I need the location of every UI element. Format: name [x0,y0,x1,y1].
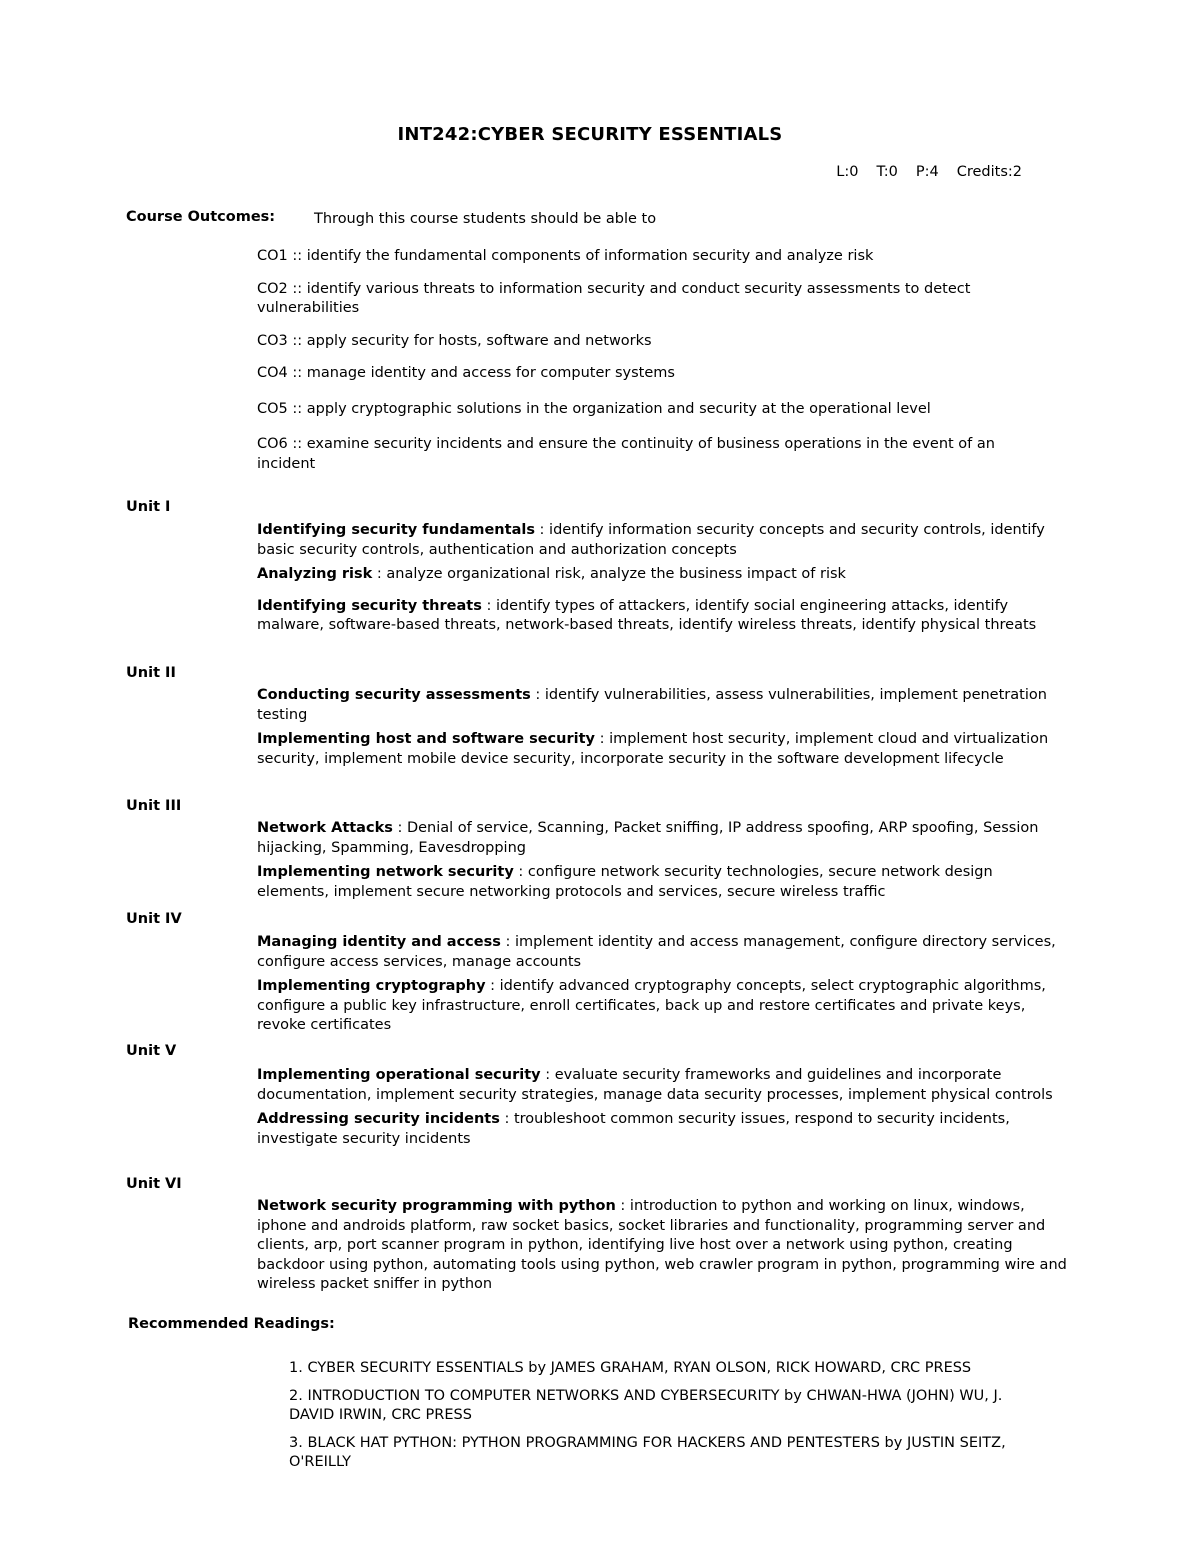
unit-topic [257,686,1067,725]
course-outcomes-intro: Through this course students should be able to [314,211,657,227]
unit-topic [257,933,1067,972]
reading-item: 3. BLACK HAT PYTHON: PYTHON PROGRAMMING FOR HACKERS AND PENTESTERS by JUSTIN SEITZ, O'REILLY [289,1434,1006,1470]
lecture-hours: L:0 [836,164,859,180]
topic-title: Implementing network security [257,864,514,880]
topic-title: Addressing security incidents [257,1111,500,1127]
unit-topic [257,1110,1067,1149]
unit-body [257,1066,1067,1154]
topic-text: : implement identity and access management, configure directory services, configure access services, manage accounts [257,934,1056,970]
topic-title: Managing identity and access [257,934,501,950]
topic-title: Network Attacks [257,820,393,836]
course-outcome-item: CO5 :: apply cryptographic solutions in the organization and security at the operational level [257,400,931,417]
topic-text: : identify information security concepts and security controls, identify basic security controls, authentication and authorization concepts [257,522,1045,558]
unit-label: Unit III [126,798,182,814]
course-outcome-item: CO2 :: identify various threats to information security and conduct security assessments to detect vulnerabilities [257,280,971,316]
topic-title: Analyzing risk [257,566,373,582]
tutorial-hours: T:0 [876,164,898,180]
unit-topic [257,863,1067,902]
topic-title: Implementing cryptography [257,978,486,994]
page-title: INT242:CYBER SECURITY ESSENTIALS [397,124,783,145]
course-outcome-item: CO1 :: identify the fundamental components of information security and analyze risk [257,248,874,264]
course-outcome-item: CO6 :: examine security incidents and ensure the continuity of business operations in the event of an incident [257,436,995,472]
unit-body [257,819,1067,907]
topic-text: : introduction to python and working on linux, windows, iphone and androids platform, raw socket basics, socket libraries and functionality, programming server and clients, arp, port scanner program in python, identifying live host over a network using python, creating backdoor using python, automating tools using python, web crawler program in python, programming wire and wireless packet sniffer in python [257,1198,1067,1292]
unit-topic [257,565,1067,585]
topic-text: : implement host security, implement cloud and virtualization security, implement mobile device security, incorporate security in the software development lifecycle [257,731,1049,767]
unit-label: Unit I [126,499,171,515]
topic-text: : configure network security technologies, secure network design elements, implement secure networking protocols and services, secure wireless traffic [257,864,993,900]
course-outcomes-heading: Course Outcomes: [126,209,276,225]
recommended-readings-list [289,1359,1049,1481]
reading-item: 2. INTRODUCTION TO COMPUTER NETWORKS AND CYBERSECURITY by CHWAN-HWA (JOHN) WU, J. DAVID IRWIN, CRC PRESS [289,1387,1003,1423]
topic-title: Network security programming with python [257,1198,616,1214]
topic-text: : troubleshoot common security issues, respond to security incidents, investigate security incidents [257,1111,1010,1147]
topic-text: : identify advanced cryptography concepts, select cryptographic algorithms, configure a public key infrastructure, enroll certificates, back up and restore certificates and private keys, revoke certificates [257,978,1046,1033]
credits: Credits:2 [956,164,1022,180]
unit-topic [257,521,1067,560]
unit-topic [257,1197,1067,1295]
practical-hours: P:4 [915,164,939,180]
unit-label: Unit IV [126,911,182,927]
recommended-readings-heading: Recommended Readings: [128,1316,335,1332]
course-outcome-item: CO3 :: apply security for hosts, software and networks [257,332,652,349]
unit-topic [257,1066,1067,1105]
topic-text: : identify vulnerabilities, assess vulnerabilities, implement penetration testing [257,687,1047,723]
unit-body [257,686,1067,774]
topic-title: Conducting security assessments [257,687,531,703]
topic-title: Identifying security threats [257,597,482,614]
topic-text: : analyze organizational risk, analyze the business impact of risk [372,566,846,582]
unit-body [257,521,1067,641]
topic-title: Implementing host and software security [257,731,595,747]
unit-body [257,933,1067,1041]
course-outcome-item: CO4 :: manage identity and access for computer systems [257,365,675,381]
unit-topic [257,597,1067,636]
topic-text: : evaluate security frameworks and guidelines and incorporate documentation, implement security strategies, manage data security processes, implement physical controls [257,1067,1053,1103]
topic-text: : Denial of service, Scanning, Packet sniffing, IP address spoofing, ARP spoofing, Session hijacking, Spamming, Eavesdropping [257,820,1039,856]
unit-label: Unit V [126,1043,177,1059]
course-outcomes-list [257,247,1037,487]
unit-label: Unit VI [126,1176,182,1192]
topic-title: Implementing operational security [257,1067,541,1083]
topic-text: : identify types of attackers, identify social engineering attacks, identify malware, software-based threats, network-based threats, identify wireless threats, identify physical threats [257,597,1037,633]
reading-item: 1. CYBER SECURITY ESSENTIALS by JAMES GRAHAM, RYAN OLSON, RICK HOWARD, CRC PRESS [289,1360,972,1376]
unit-body [257,1197,1067,1300]
ltp-credits [836,163,1022,183]
unit-topic [257,730,1067,769]
unit-topic [257,977,1067,1036]
topic-title: Identifying security fundamentals [257,522,535,538]
unit-label: Unit II [126,665,176,681]
unit-topic [257,819,1067,858]
